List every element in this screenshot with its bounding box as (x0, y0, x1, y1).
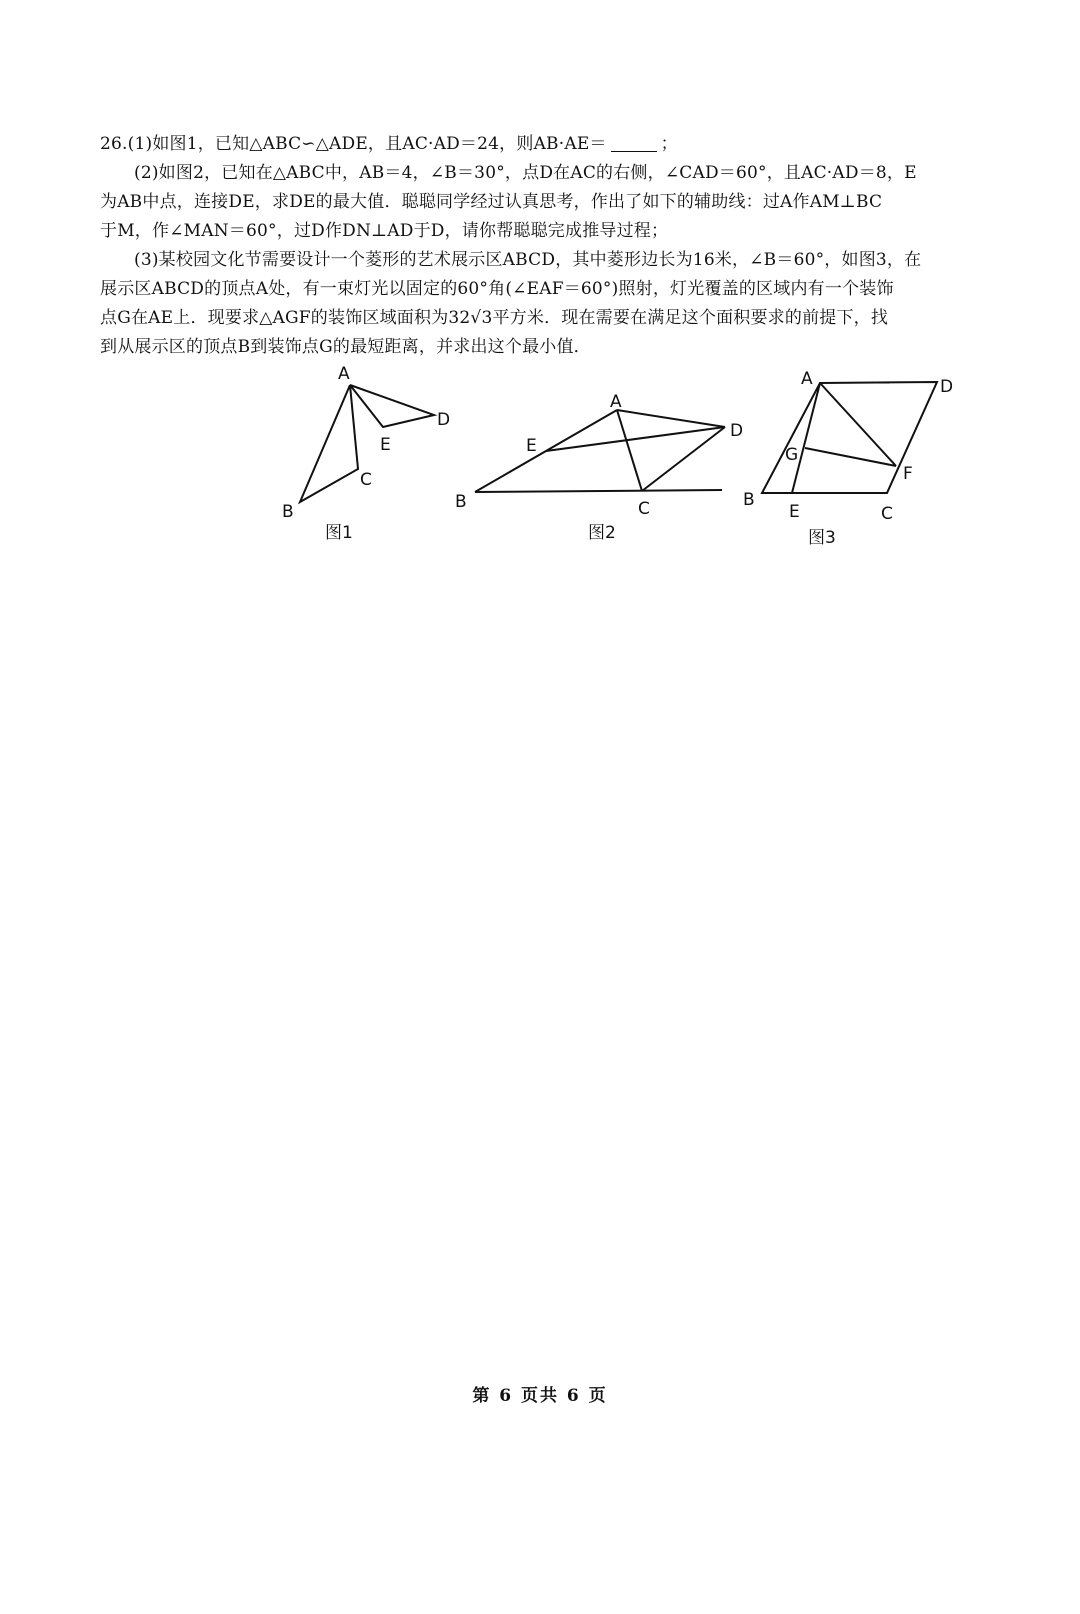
fig2-label-e: E (526, 436, 537, 456)
fig3-line-ae (792, 383, 820, 493)
fig2-line-ac (617, 410, 642, 491)
fig3-label-a: A (801, 369, 813, 389)
fig2-label-d: D (730, 421, 744, 441)
fig2-label-c: C (638, 499, 650, 519)
fig1-label-c: C (360, 470, 372, 490)
figure-3 (743, 369, 953, 548)
part3-line4: 到从展示区的顶点B到装饰点G的最短距离，并求出这个最小值． (100, 337, 591, 357)
fig2-label-b: B (455, 492, 467, 512)
part2-line3: 于M，作∠MAN＝60°，过D作DN⊥AD于D，请你帮聪聪完成推导过程； (100, 221, 669, 241)
part3-line3: 点G在AE上．现要求△AGF的装饰区域面积为32√3平方米．现在需要在满足这个面积要求的前提下，找 (100, 308, 889, 328)
fig1-label-b: B (282, 502, 294, 522)
fig1-label-d: D (437, 410, 451, 430)
fig3-label-b: B (743, 490, 755, 510)
part1-end: ； (660, 134, 678, 154)
fig1-caption: 图1 (325, 523, 353, 543)
page-footer: 第 6 页共 6 页 (472, 1386, 608, 1406)
figure-1 (282, 364, 450, 543)
part3-line2: 展示区ABCD的顶点A处，有一束灯光以固定的60°角(∠EAF＝60°)照射，灯光覆盖的区域内有一个装饰 (100, 279, 894, 299)
fig3-label-f: F (903, 464, 913, 484)
figures-diagram (270, 362, 990, 562)
problem-26 (100, 130, 980, 362)
fig2-label-a: A (610, 392, 622, 412)
fig3-label-d: D (940, 377, 954, 397)
figure-2 (455, 392, 743, 543)
problem-number: 26. (100, 134, 128, 154)
fig3-label-g: G (785, 445, 799, 465)
part2-line1: (2)如图2，已知在△ABC中，AB＝4，∠B＝30°，点D在AC的右侧，∠CAD＝60°，且AC·AD＝8，E (134, 163, 917, 183)
part1-line (100, 130, 980, 159)
answer-blank[interactable] (611, 131, 657, 152)
fig1-triangle-abc (300, 385, 358, 502)
fig1-label-a: A (338, 364, 350, 384)
fig2-line-bc (475, 490, 722, 492)
part1-text: (1)如图1，已知△ABC∽△ADE，且AC·AD＝24，则AB·AE＝ (127, 134, 607, 154)
fig3-label-e: E (789, 502, 800, 522)
fig2-line-ad (617, 410, 725, 427)
fig3-label-c: C (881, 504, 893, 524)
part2-line2: 为AB中点，连接DE，求DE的最大值．聪聪同学经过认真思考，作出了如下的辅助线：过A作AM⊥BC (100, 192, 883, 212)
fig3-caption: 图3 (808, 528, 836, 548)
fig2-caption: 图2 (588, 523, 616, 543)
part3-line1: (3)某校园文化节需要设计一个菱形的艺术展示区ABCD，其中菱形边长为16米，∠B＝60°，如图3，在 (134, 250, 922, 270)
fig1-label-e: E (380, 435, 391, 455)
fig1-triangle-ade (350, 385, 434, 427)
